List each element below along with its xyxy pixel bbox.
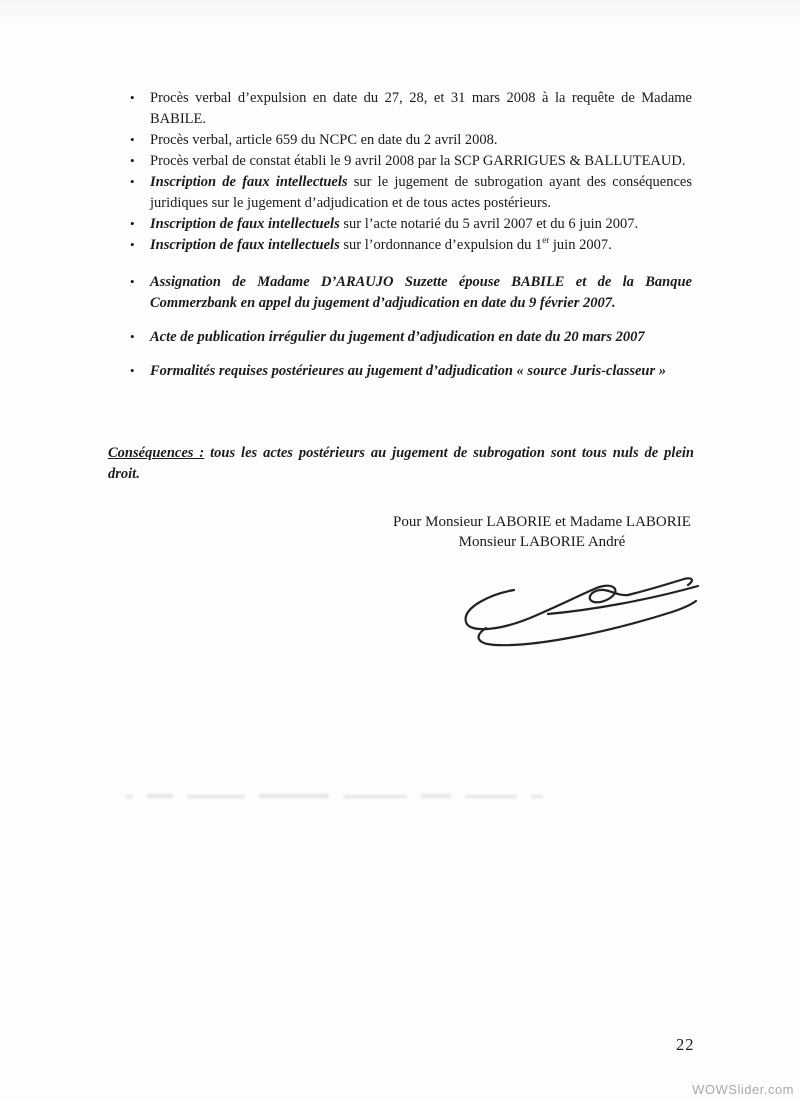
watermark: WOWSlider.com [692,1082,794,1097]
bullet-icon: • [130,132,135,147]
page-bleedthrough-artifact [125,792,575,800]
bullet-lead: Formalités requises postérieures au jugement d’adjudication « source Juris-classeur » [150,363,667,379]
consequences-label: Conséquences : [108,445,205,461]
bullet-icon: • [130,153,135,168]
handwritten-signature [452,556,704,652]
list-item [130,214,692,235]
bullet-icon: • [130,363,135,378]
bullet-text: sur l’acte notarié du 5 avril 2007 et du 6 juin 2007. [339,216,639,232]
bullet-text: Procès verbal d’expulsion en date du 27, 28, et 31 mars 2008 à la requête de Madame BABILE. [150,90,692,127]
list-item [130,88,692,130]
bullet-icon: • [130,237,135,252]
bullet-lead: Inscription de faux intellectuels [150,216,340,232]
page-number: 22 [676,1035,695,1054]
signoff-line2: Monsieur LABORIE André [458,534,626,550]
consequences-paragraph [108,443,694,485]
bullet-icon: • [130,174,135,189]
bullet-lead: Assignation de Madame D’ARAUJO Suzette épouse BABILE et de la Banque Commerzbank en appel du jugement d’adjudication en date du 9 février 2007. [150,274,692,311]
bullet-text: Procès verbal de constat établi le 9 avril 2008 par la SCP GARRIGUES & BALLUTEAUD. [150,153,686,169]
bullet-text: Procès verbal, article 659 du NCPC en date du 2 avril 2008. [150,132,498,148]
list-item [130,235,692,256]
bullet-lead: Inscription de faux intellectuels [150,174,348,190]
list-item [130,172,692,214]
bullet-text: juin 2007. [549,237,612,253]
bullet-lead: Acte de publication irrégulier du jugement d’adjudication en date du 20 mars 2007 [150,329,645,345]
scan-shading [0,0,800,26]
list-item [130,327,692,348]
signature-block [330,512,754,552]
consequences-text: tous les actes postérieurs au jugement de subrogation sont tous nuls de plein droit. [108,445,694,482]
bullet-text: sur l’ordonnance d’expulsion du 1 [339,237,543,253]
bullet-list [130,88,692,382]
list-item [130,130,692,151]
bullet-lead: Inscription de faux intellectuels [150,237,340,253]
superscript-ordinal: er [542,235,550,246]
bullet-icon: • [130,216,135,231]
signoff-line1: Pour Monsieur LABORIE et Madame LABORIE [393,514,691,530]
bullet-icon: • [130,274,135,289]
list-item [130,361,692,382]
bullet-icon: • [130,90,135,105]
bullet-text: sur le jugement de subrogation ayant des conséquences juridiques sur le jugement d’adjudication et de tous actes postérieurs. [150,174,692,211]
list-item [130,151,692,172]
bullet-icon: • [130,329,135,344]
list-item [130,272,692,314]
